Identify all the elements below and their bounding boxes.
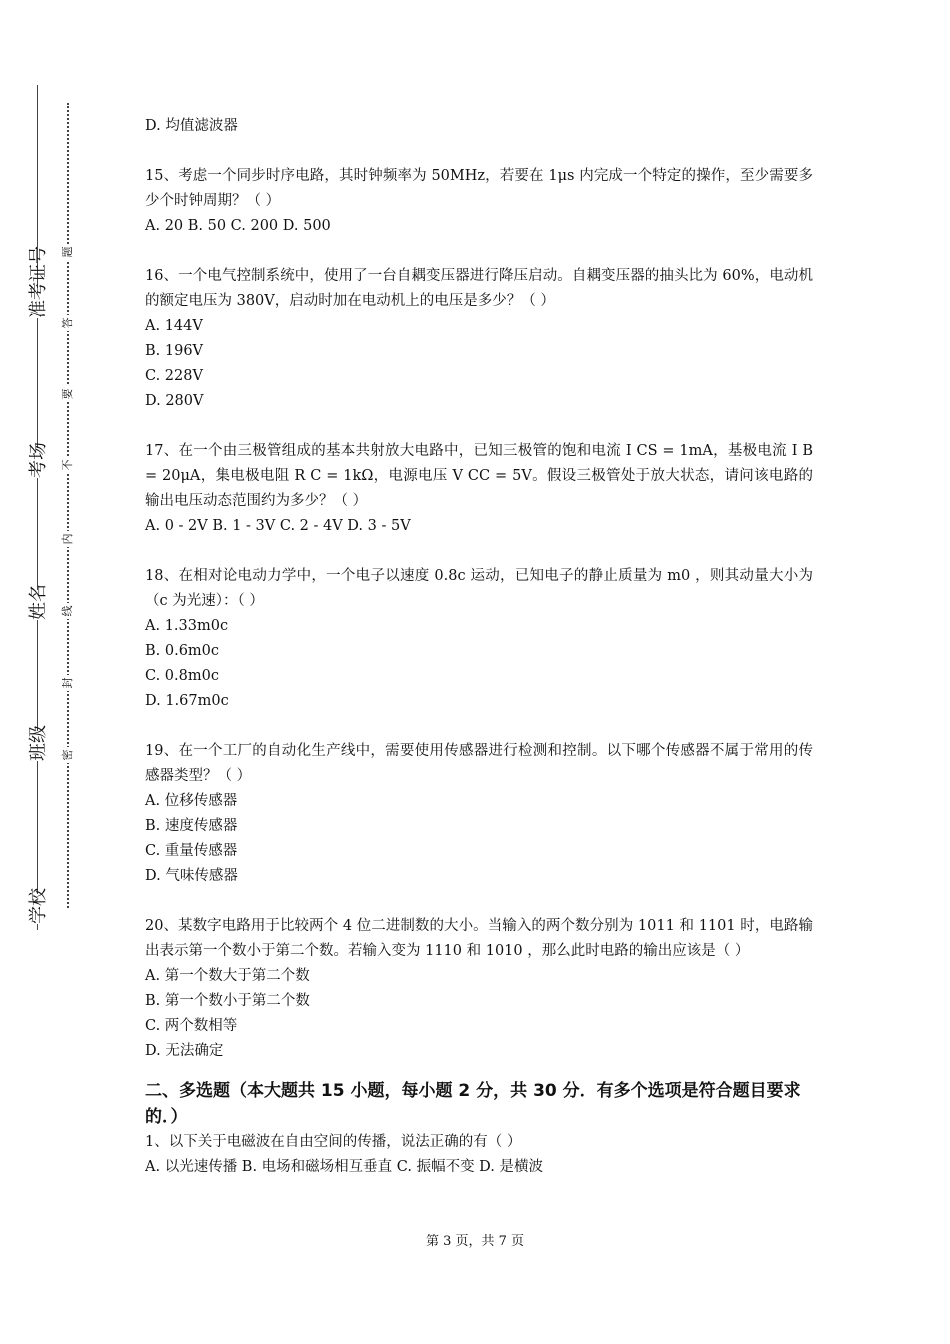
question-16 (145, 264, 813, 414)
margin-label-exam-room: 考场 (24, 448, 50, 478)
question-options: A. 0 - 2V B. 1 - 3V C. 2 - 4V D. 3 - 5V (145, 518, 411, 534)
option-c: C. 重量传感器 (145, 843, 238, 859)
seal-char-5: 内 (61, 531, 75, 547)
multi-question-1 (145, 1130, 813, 1180)
question-options: A. 以光速传播 B. 电场和磁场相互垂直 C. 振幅不变 D. 是横波 (145, 1159, 544, 1175)
seal-char-4: 不 (61, 457, 75, 473)
option-c: C. 228V (145, 368, 203, 384)
question-18 (145, 564, 813, 714)
option-b: B. 第一个数小于第二个数 (145, 993, 310, 1009)
option-d: D. 无法确定 (145, 1043, 224, 1059)
option-c: C. 0.8m0c (145, 668, 219, 684)
option-a: A. 位移传感器 (145, 793, 238, 809)
section-2-title: 二、多选题（本大题共 15 小题，每小题 2 分，共 30 分．有多个选项是符合题目要求的．） (145, 1081, 801, 1127)
seal-char-3: 要 (61, 386, 75, 402)
seal-char-6: 线 (61, 603, 75, 619)
question-stem: 18、在相对论电动力学中，一个电子以速度 0.8c 运动，已知电子的静止质量为 m0 ，则其动量大小为（c 为光速）：（ ） (145, 568, 813, 609)
seal-char-1: 题 (61, 244, 75, 260)
margin-label-exam-id: 准考证号 (24, 288, 50, 318)
question-17 (145, 439, 813, 539)
margin-label-name: 姓名 (24, 590, 50, 620)
seal-char-8: 密 (61, 747, 75, 763)
seal-char-7: 封 (61, 675, 75, 691)
option-c: C. 两个数相等 (145, 1018, 238, 1034)
option-d: D. 1.67m0c (145, 693, 229, 709)
question-stem: 1、以下关于电磁波在自由空间的传播，说法正确的有（ ） (145, 1134, 522, 1150)
option-b: B. 速度传感器 (145, 818, 238, 834)
question-options: A. 20 B. 50 C. 200 D. 500 (145, 218, 331, 234)
page-number: 第 3 页，共 7 页 (425, 1234, 525, 1249)
binding-solid-line (37, 85, 38, 930)
question-19 (145, 739, 813, 889)
question-stem: 17、在一个由三极管组成的基本共射放大电路中，已知三极管的饱和电流 I CS = 1mA，基极电流 I B = 20μA，集电极电阻 R C = 1kΩ，电源电压 V CC = 5V。假设三极管处于放大状态，请问该电路的输出电压动态范围约为多少？（ ） (145, 443, 813, 509)
binding-dotted-line (67, 103, 69, 908)
option-a: A. 1.33m0c (145, 618, 229, 634)
question-stem: 20、某数字电路用于比较两个 4 位二进制数的大小。当输入的两个数分别为 1011 和 1101 时，电路输出表示第一个数小于第二个数。若输入变为 1110 和 1010 ，那么此时电路的输出应该是（ ） (145, 918, 813, 959)
question-stem: 16、一个电气控制系统中，使用了一台自耦变压器进行降压启动。自耦变压器的抽头比为 60%，电动机的额定电压为 380V，启动时加在电动机上的电压是多少？（ ） (145, 268, 813, 309)
question-stem: 19、在一个工厂的自动化生产线中，需要使用传感器进行检测和控制。以下哪个传感器不属于常用的传感器类型？（ ） (145, 743, 813, 784)
option-a: A. 144V (145, 318, 203, 334)
margin-label-school: 学校 (24, 894, 50, 924)
question-15 (145, 164, 813, 239)
margin-label-class: 班级 (24, 731, 50, 761)
option-b: B. 0.6m0c (145, 643, 220, 659)
q14-option-d: D. 均值滤波器 (145, 118, 238, 134)
option-d: D. 280V (145, 393, 204, 409)
option-b: B. 196V (145, 343, 204, 359)
exam-content (145, 114, 813, 1180)
seal-char-2: 答 (61, 315, 75, 331)
option-d: D. 气味传感器 (145, 868, 238, 884)
option-a: A. 第一个数大于第二个数 (145, 968, 310, 984)
question-20 (145, 914, 813, 1064)
question-stem: 15、考虑一个同步时序电路，其时钟频率为 50MHz，若要在 1μs 内完成一个特定的操作，至少需要多少个时钟周期？（ ） (145, 168, 813, 209)
